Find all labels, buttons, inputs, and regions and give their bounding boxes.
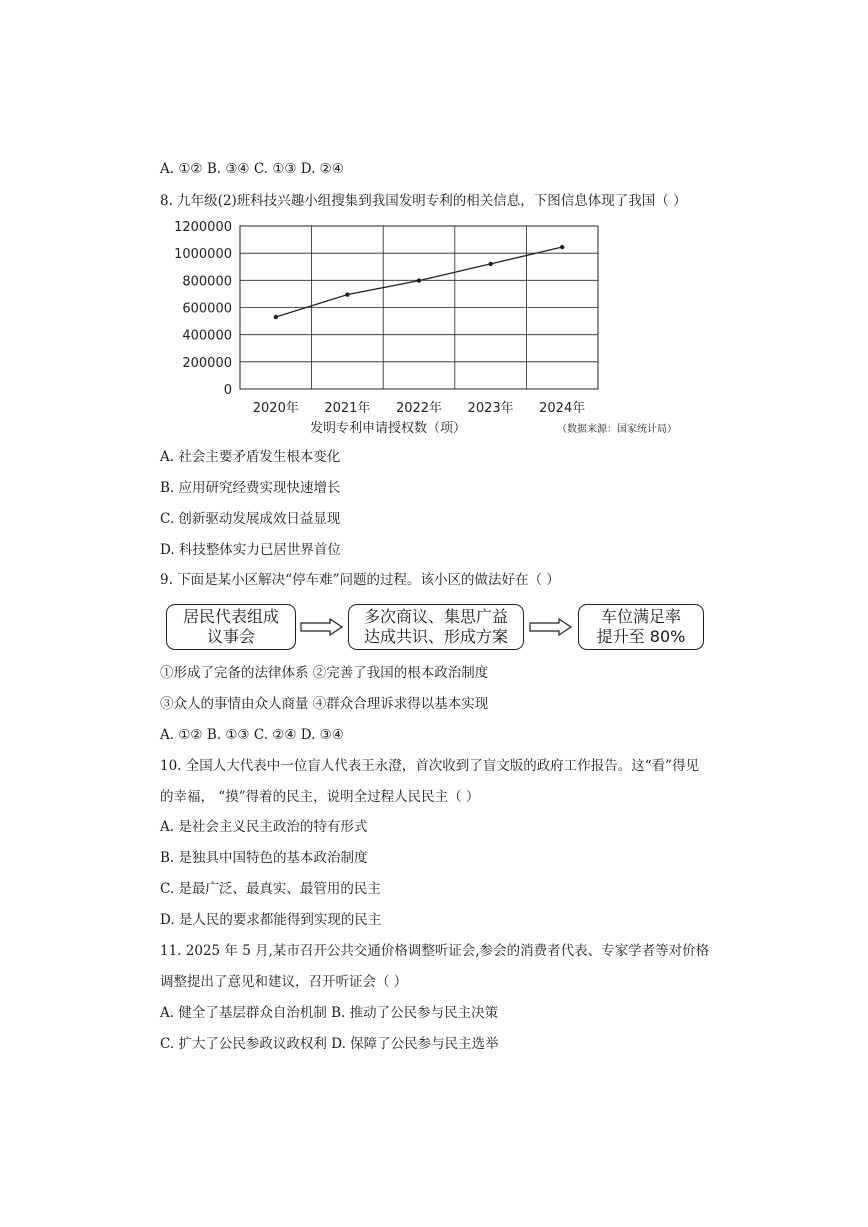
q10-option-c: C. 是最广泛、最真实、最管用的民主	[160, 881, 381, 897]
flow-box-result	[578, 604, 704, 650]
q9-stem: 9. 下面是某小区解决“停车难”问题的过程。该小区的做法好在（ ）	[160, 572, 560, 588]
flow-box-discussion-line1: 多次商议、集思广益	[363, 607, 508, 626]
x-tick-label: 2020年	[252, 401, 299, 415]
y-tick-label: 200000	[182, 355, 232, 371]
q9-items-2: ③众人的事情由众人商量 ④群众合理诉求得以基本实现	[160, 696, 489, 712]
flow-box-council-line2: 议事会	[206, 627, 255, 646]
y-tick-label: 800000	[182, 274, 232, 290]
chart-xlabel: 发明专利申请授权数（项）	[310, 421, 467, 436]
q10-option-a: A. 是社会主义民主政治的特有形式	[160, 819, 368, 835]
flow-box-discussion	[348, 604, 524, 650]
q8-option-c: C. 创新驱动发展成效日益显现	[160, 511, 341, 527]
data-point	[560, 245, 564, 249]
q11-options-cd: C. 扩大了公民参政议政权利 D. 保障了公民参与民主选举	[160, 1036, 499, 1052]
q11-options-ab: A. 健全了基层群众自治机制 B. 推动了公民参与民主决策	[160, 1005, 499, 1021]
y-tick-label: 0	[223, 383, 232, 398]
flow-box-result-line1: 车位满足率	[600, 607, 681, 626]
flow-box-discussion-line2: 达成共识、形成方案	[363, 627, 508, 646]
x-tick-label: 2023年	[467, 401, 514, 415]
q10-stem-1: 10. 全国人大代表中一位盲人代表王永澄，首次收到了盲文版的政府工作报告。这“看”得见	[160, 758, 700, 774]
q8-stem: 8. 九年级(2)班科技兴趣小组搜集到我国发明专利的相关信息，下图信息体现了我国（ ）	[160, 193, 687, 209]
data-point	[488, 262, 492, 266]
q10-stem-2: 的幸福， “摸”得着的民主，说明全过程人民民主（ ）	[160, 789, 480, 805]
q11-stem-2: 调整提出了意见和建议，召开听证会（ ）	[160, 974, 408, 990]
data-point	[417, 278, 421, 282]
flow-box-council-line1: 居民代表组成	[182, 607, 279, 626]
q10-option-b: B. 是独具中国特色的基本政治制度	[160, 850, 368, 866]
patent-line-chart	[170, 215, 710, 415]
q9-options: A. ①② B. ①③ C. ②④ D. ③④	[160, 727, 344, 743]
q8-option-b: B. 应用研究经费实现快速增长	[160, 480, 341, 496]
flow-box-council	[166, 604, 296, 650]
flow-box-result-line2: 提升至 80%	[596, 627, 686, 646]
x-tick-label: 2021年	[324, 401, 371, 415]
y-tick-label: 1200000	[174, 220, 232, 235]
q10-option-d: D. 是人民的要求都能得到实现的民主	[160, 912, 382, 928]
flow-arrow-1-icon	[300, 618, 344, 636]
chart-source: （数据来源：国家统计局）	[557, 424, 677, 435]
q7-options: A. ①② B. ③④ C. ①③ D. ②④	[160, 161, 344, 177]
flow-arrow-2-icon	[529, 618, 573, 636]
q11-stem-1: 11. 2025 年 5 月,某市召开公共交通价格调整听证会,参会的消费者代表、专家学者等对价格	[160, 943, 710, 959]
y-tick-label: 600000	[182, 301, 232, 317]
q9-items-1: ①形成了完备的法律体系 ②完善了我国的根本政治制度	[160, 665, 489, 681]
data-point	[345, 292, 349, 296]
x-tick-label: 2022年	[395, 401, 443, 415]
y-tick-label: 400000	[182, 328, 232, 344]
x-tick-label: 2024年	[539, 401, 586, 415]
q8-option-a: A. 社会主要矛盾发生根本变化	[160, 449, 341, 465]
y-tick-label: 1000000	[174, 247, 232, 263]
q8-option-d: D. 科技整体实力已居世界首位	[160, 542, 341, 558]
patent-chart	[170, 215, 710, 440]
data-point	[274, 315, 278, 319]
